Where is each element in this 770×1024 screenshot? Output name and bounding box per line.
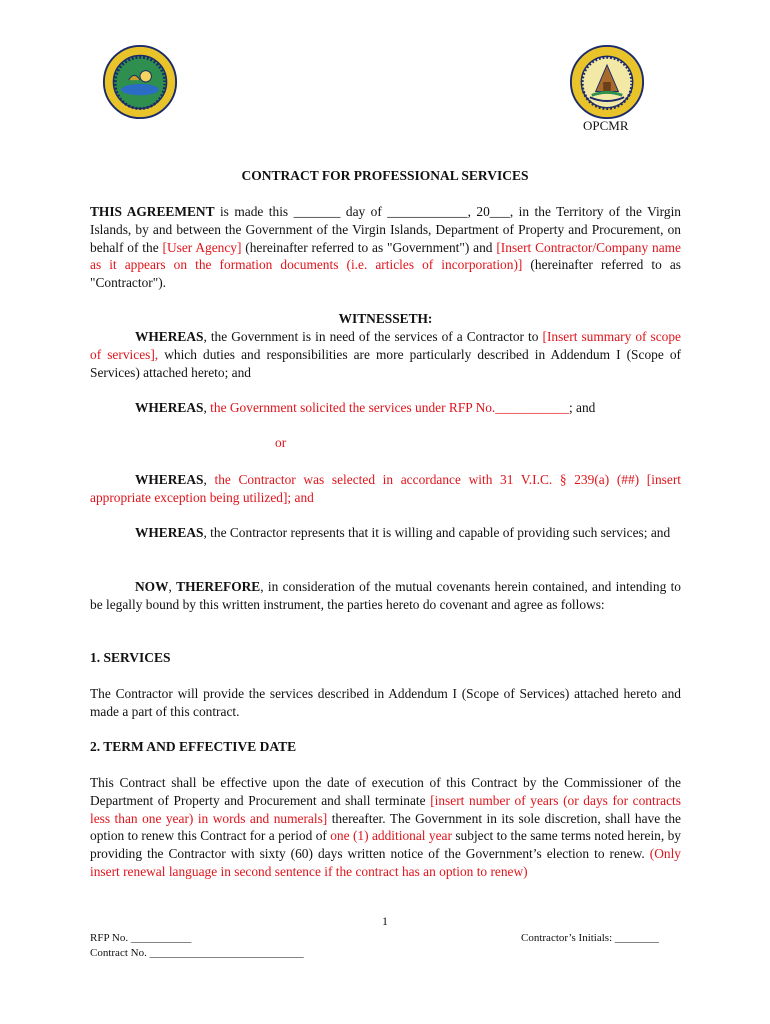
section-1-body: The Contractor will provide the services described in Addendum I (Scope of Services) attached hereto and made a part of this contract. (90, 686, 681, 719)
renewal-instruction-note: (Only insert renewal language in second sentence if the contract has an option to renew) (90, 846, 681, 879)
page-number: 1 (382, 914, 388, 928)
now-lead: NOW (135, 579, 169, 594)
section-1-heading: 1. SERVICES (90, 650, 171, 665)
section2-text-1: This Contract shall be effective upon the date of execution of this Contract by the Commissioner of the Department of Property and Procurement and shall terminate (90, 775, 681, 808)
exception-placeholder: the Contractor was selected in accordance with 31 V.I.C. § 239(a) (##) [insert appropriate exception being utilized]; and (90, 472, 682, 505)
agreement-lead: THIS AGREEMENT (90, 204, 215, 219)
section-2-body (90, 774, 681, 881)
now-separator: , (168, 579, 177, 594)
witnesseth-heading: WITNESSETH: (338, 311, 433, 326)
whereas4-text-1: , the Contractor represents that it is willing and capable of providing such services; and (203, 525, 671, 540)
rfp-number-line: RFP No. ___________ (90, 932, 192, 944)
whereas-paragraph-1 (90, 328, 681, 381)
section2-text-3: subject to the same terms noted herein, by providing the Contractor with sixty (60) days written notice of the Government’s election to renew. (90, 828, 681, 862)
whereas1-text-2: which duties and responsibilities are more particularly described in Addendum I (Scope of Services) attached hereto; and (90, 346, 681, 380)
whereas1-text-1: , the Government is in need of the services of a Contractor to (203, 329, 543, 344)
whereas2-text-1: , (203, 400, 211, 415)
therefore-lead: THEREFORE (176, 579, 261, 594)
whereas-paragraph-2 (90, 399, 681, 417)
office-code: OPCMR (583, 118, 629, 133)
whereas-lead: WHEREAS (135, 400, 204, 415)
term-length-placeholder: [insert number of years (or days for contracts less than one year) in words and numerals] (90, 792, 681, 826)
virgin-islands-seal-icon (102, 44, 178, 120)
section2-text-2: thereafter. The Government in its sole discretion, shall have the option to renew this Contract for a period of (90, 810, 681, 844)
contractor-initials-line: Contractor’s Initials: ________ (521, 932, 659, 944)
whereas-paragraph-3 (90, 471, 681, 507)
contract-number-line: Contract No. ____________________________ (90, 947, 304, 959)
whereas-lead: WHEREAS (135, 329, 204, 344)
whereas2-text-2: ; and (568, 400, 596, 415)
agreement-text-2: (hereinafter referred to as "Government") and (241, 239, 497, 255)
section-2-heading: 2. TERM AND EFFECTIVE DATE (90, 739, 297, 754)
agreement-text-3: (hereinafter referred to as "Contractor"). (90, 257, 681, 291)
scope-summary-placeholder: [Insert summary of scope of services], (90, 329, 681, 362)
now-therefore-text: , in consideration of the mutual covenants herein contained, and intending to be legally bound by this written instrument, the parties hereto do covenant and agree as follows: (90, 579, 681, 612)
agreement-paragraph (90, 203, 681, 292)
agreement-text-1: is made this _______ day of ____________, 20___, in the Territory of the Virgin Islands, by and between the Government of the Virgin Islands, Department of Property and Procurement, on behalf of the (90, 204, 682, 255)
whereas-lead: WHEREAS (135, 525, 204, 540)
document-title: CONTRACT FOR PROFESSIONAL SERVICES (241, 168, 529, 183)
whereas3-text-1: , (203, 472, 215, 487)
or-separator: or (275, 435, 287, 450)
rfp-solicitation-placeholder: the Government solicited the services under RFP No.___________ (210, 400, 569, 415)
property-procurement-seal-icon (569, 44, 645, 120)
footer-left (90, 931, 304, 961)
now-therefore-paragraph (90, 578, 681, 614)
contractor-name-placeholder: [Insert Contractor/Company name as it appears on the formation documents (i.e. articles of incorporation)] (90, 239, 682, 273)
whereas-lead: WHEREAS (135, 472, 204, 487)
user-agency-placeholder: [User Agency] (162, 239, 242, 255)
renewal-period-placeholder: one (1) additional year (330, 828, 452, 844)
whereas-paragraph-4 (90, 524, 681, 542)
